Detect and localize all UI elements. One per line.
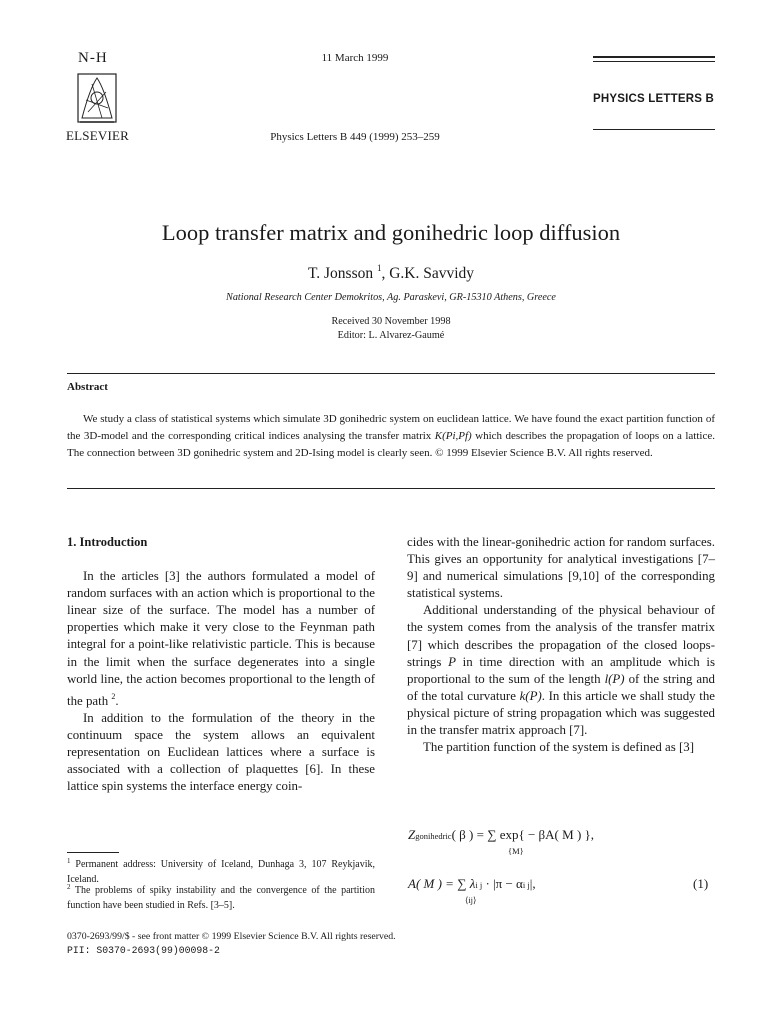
copyright-line: 0370-2693/99/$ - see front matter © 1999 Elsevier Science B.V. All rights reserved.	[67, 931, 396, 942]
equation-partition-function: Zgonihedric( β ) = ∑ exp{ − βA( M ) },	[408, 827, 595, 842]
transfer-matrix-symbol: K(Pi,Pf)	[434, 430, 472, 442]
author-1: T. Jonsson	[307, 265, 377, 282]
section-heading: 1. Introduction	[67, 535, 148, 549]
north-holland-mark: N-H	[78, 50, 108, 66]
equation-2-sum-index: ⟨ij⟩	[465, 895, 477, 905]
issue-date: 11 March 1999	[321, 52, 389, 64]
equation-number: (1)	[693, 876, 709, 891]
journal-citation: Physics Letters B 449 (1999) 253–259	[270, 131, 440, 143]
journal-name: PHYSICS LETTERS B	[593, 93, 714, 105]
intro-paragraph-1: In the articles [3] the authors formulated a model of random surfaces with an action which is proportional to the linear size of the surface. The model has a number of properties which make it very close to the Feynman path integral for a point-like relativistic particle. This is because in the limit when the surface degenerates into a single world line, the action becomes proportional to the length of the path $^2$.	[67, 569, 375, 708]
pii-line: PII: S0370-2693(99)00098-2	[67, 945, 220, 956]
footnote-2-mark: 2	[111, 691, 116, 701]
right-paragraph-3: The partition function of the system is defined as [3]	[423, 740, 694, 755]
footnote-2: $^2$ The problems of spiky instability and the convergence of the partition function have been studied in Refs. [3–5].	[67, 883, 375, 911]
received-date: Received 30 November 1998	[331, 316, 451, 327]
abstract-rule-bottom	[67, 488, 715, 489]
journal-rule-top-thin	[593, 61, 715, 62]
publisher-name: ELSEVIER	[66, 128, 129, 143]
left-column	[67, 534, 375, 795]
abstract-body: We study a class of statistical systems which simulate 3D gonihedric system on euclidean lattice. We have found the exact partition function of the 3D-model and the corresponding critical indices analysing the transfer matrix K(Pi,Pf) which describes the propagation of loops on a lattice. The connection between 3D gonihedric system and 2D-Ising model is clearly seen. © 1999 Elsevier Science B.V. All rights reserved.	[67, 413, 715, 459]
right-paragraph-2: Additional understanding of the physical behaviour of the system comes from the analysis of the transfer matrix [7] which describes the propagation of the closed loops-strings P in time direction with an amplitude which is proportional to the sum of the length l(P) of the string and of the total curvature k(P). In this article we shall study the physical picture of string propagation which was suggested in the transfer matrix approach [7].	[407, 603, 715, 738]
footnote-rule	[67, 852, 119, 853]
equation-1-sum-index: {M}	[508, 846, 524, 856]
author-2: , G.K. Savvidy	[381, 265, 475, 282]
elsevier-logo-icon	[68, 68, 126, 128]
right-paragraph-1: cides with the linear-gonihedric action for random surfaces. This gives an opportunity for analytical investigations [7–9] and numerical simulations [9,10] of the corresponding statistical systems.	[407, 535, 715, 601]
affiliation: National Research Center Demokritos, Ag. Paraskevi, GR-15310 Athens, Greece	[226, 292, 556, 303]
authors	[0, 263, 768, 283]
journal-rule-bottom	[593, 129, 715, 130]
article-title: Loop transfer matrix and gonihedric loop diffusion	[161, 220, 621, 245]
journal-rule-top	[593, 56, 715, 58]
equation-action: A( M ) = ∑ λi j · |π − αi j|,	[408, 876, 536, 891]
editor: Editor: L. Alvarez-Gaumé	[337, 330, 445, 341]
author-footnote-mark: 1	[376, 263, 382, 273]
intro-paragraph-2: In addition to the formulation of the theory in the continuum space the system allows an equivalent representation on Euclidean lattices where a surface is associated with a collection of plaquettes [6]. In these lattice spin systems the interface energy coin-	[67, 710, 375, 794]
right-column	[407, 534, 715, 756]
abstract-rule-top	[67, 373, 715, 374]
footnote-1: $^1$ Permanent address: University of Iceland, Dunhaga 3, 107 Reykjavik, Iceland.	[67, 857, 375, 885]
abstract-heading: Abstract	[67, 381, 108, 393]
